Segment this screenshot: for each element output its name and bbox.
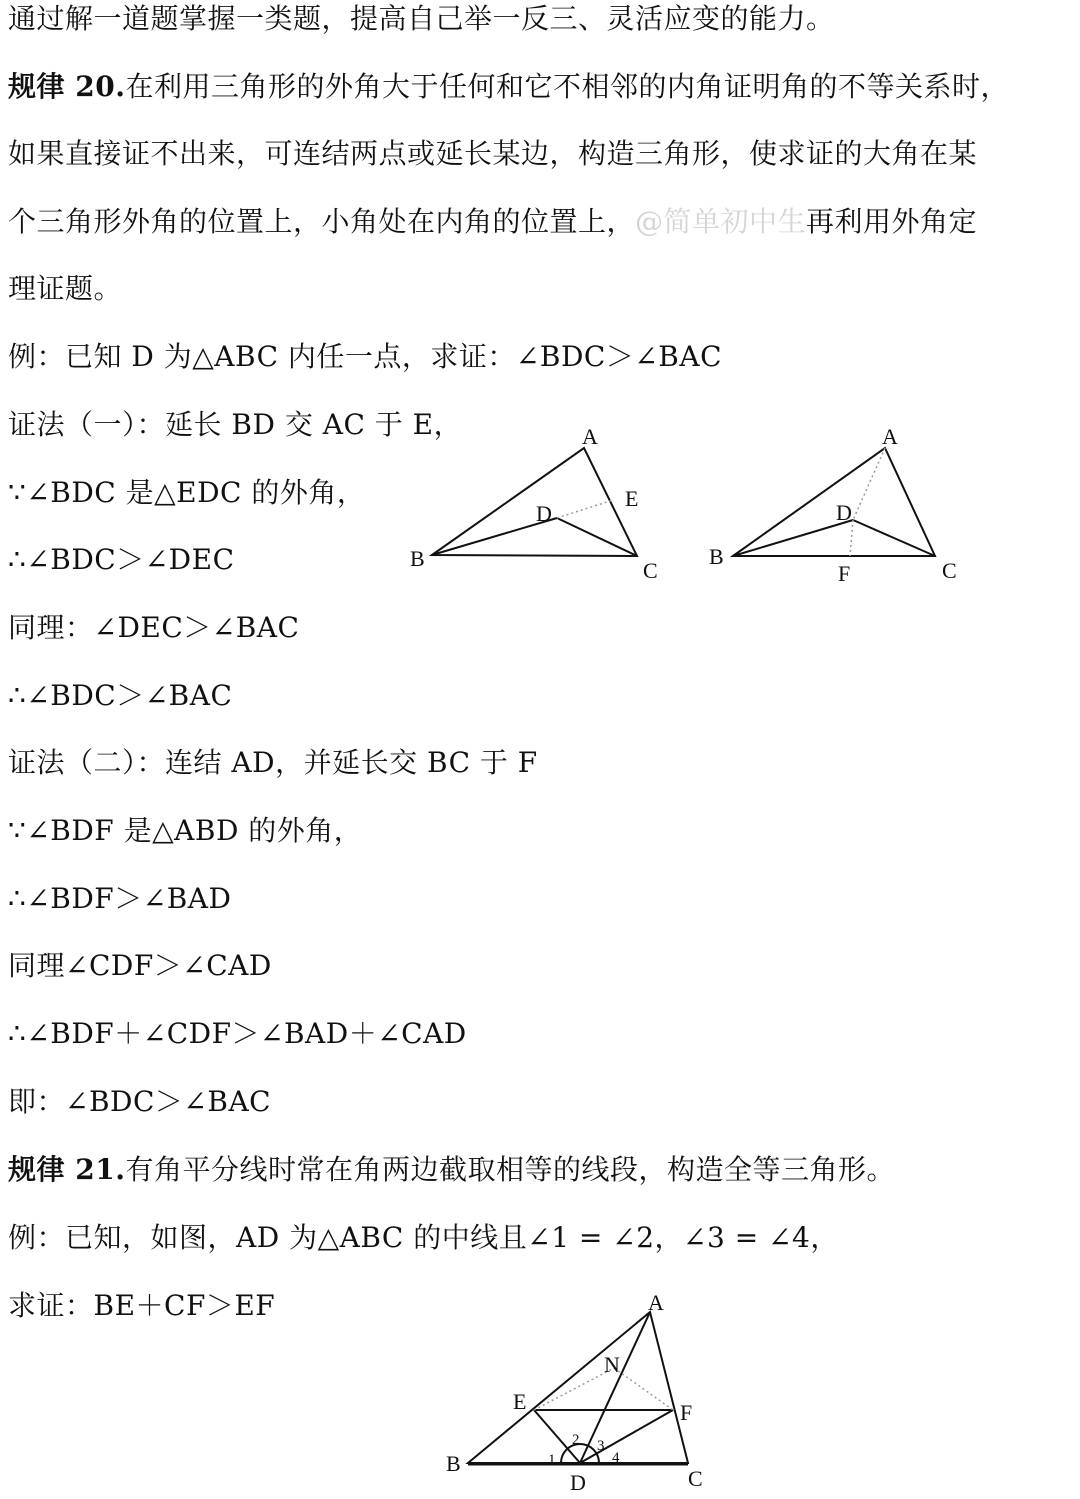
angle-label-4: 4: [612, 1450, 620, 1466]
label-e: E: [625, 486, 639, 511]
example20-line: 例：已知 D 为△ABC 内任一点，求证：∠BDC＞∠BAC: [8, 340, 723, 373]
label-a: A: [648, 1290, 664, 1315]
proof2-line: ∵∠BDF 是△ABD 的外角，: [8, 814, 363, 847]
angle-label-2: 2: [572, 1432, 580, 1448]
label-d: D: [836, 500, 852, 525]
intro-line: 通过解一道题掌握一类题，提高自己举一反三、灵活应变的能力。: [8, 2, 835, 35]
rule20-label: 规律 20.: [8, 70, 126, 103]
angle-label-3: 3: [597, 1438, 605, 1454]
label-b: B: [410, 546, 425, 571]
rule20-text1: 在利用三角形的外角大于任何和它不相邻的内角证明角的不等关系时，: [125, 70, 1009, 103]
label-d: D: [536, 501, 552, 526]
label-c: C: [942, 558, 957, 583]
label-c: C: [643, 558, 658, 583]
prove21-line: 求证：BE＋CF＞EF: [8, 1289, 276, 1322]
proof1-line: ∵∠BDC 是△EDC 的外角，: [8, 476, 366, 509]
rule20-text3b: 再利用外角定: [806, 205, 978, 238]
label-a: A: [882, 424, 898, 449]
watermark: @简单初中生: [635, 205, 807, 238]
segment-ad: [580, 1312, 650, 1463]
proof1-line: ∴∠BDC＞∠BAC: [8, 679, 233, 712]
proof2-line: 证法（二）：连结 AD，并延长交 BC 于 F: [8, 746, 538, 779]
angle-label-1: 1: [548, 1452, 556, 1468]
segment-fn-dotted: [614, 1368, 673, 1410]
rule21-label: 规律 21.: [8, 1153, 126, 1186]
proof2-line: ∴∠BDF＋∠CDF＞∠BAD＋∠CAD: [8, 1017, 467, 1050]
label-f: F: [680, 1400, 693, 1425]
label-n: N: [604, 1352, 620, 1377]
label-b: B: [446, 1451, 461, 1476]
label-d: D: [570, 1470, 586, 1495]
segment-df: [580, 1410, 673, 1463]
label-b: B: [709, 544, 724, 569]
rule20-line2: 如果直接证不出来，可连结两点或延长某边，构造三角形，使求证的大角在某: [8, 137, 978, 170]
example21-line: 例：已知，如图，AD 为△ABC 的中线且∠1 = ∠2，∠3 = ∠4，: [8, 1221, 839, 1254]
proof1-line: ∴∠BDC＞∠DEC: [8, 543, 235, 576]
rule20-text3a: 个三角形外角的位置上，小角处在内角的位置上，: [8, 205, 636, 238]
proof1-line: 证法（一）：延长 BD 交 AC 于 E，: [8, 408, 463, 441]
label-e: E: [513, 1389, 527, 1414]
rule20-line4: 理证题。: [8, 272, 123, 305]
label-a: A: [582, 424, 598, 449]
proof2-line: ∴∠BDF＞∠BAD: [8, 882, 232, 915]
proof2-line: 同理∠CDF＞∠CAD: [8, 949, 272, 982]
label-c: C: [688, 1466, 703, 1491]
rule21-text: 有角平分线时常在角两边截取相等的线段，构造全等三角形。: [125, 1153, 895, 1186]
label-f: F: [838, 561, 851, 586]
proof1-line: 同理：∠DEC＞∠BAC: [8, 611, 300, 644]
proof2-line: 即：∠BDC＞∠BAC: [8, 1085, 272, 1118]
